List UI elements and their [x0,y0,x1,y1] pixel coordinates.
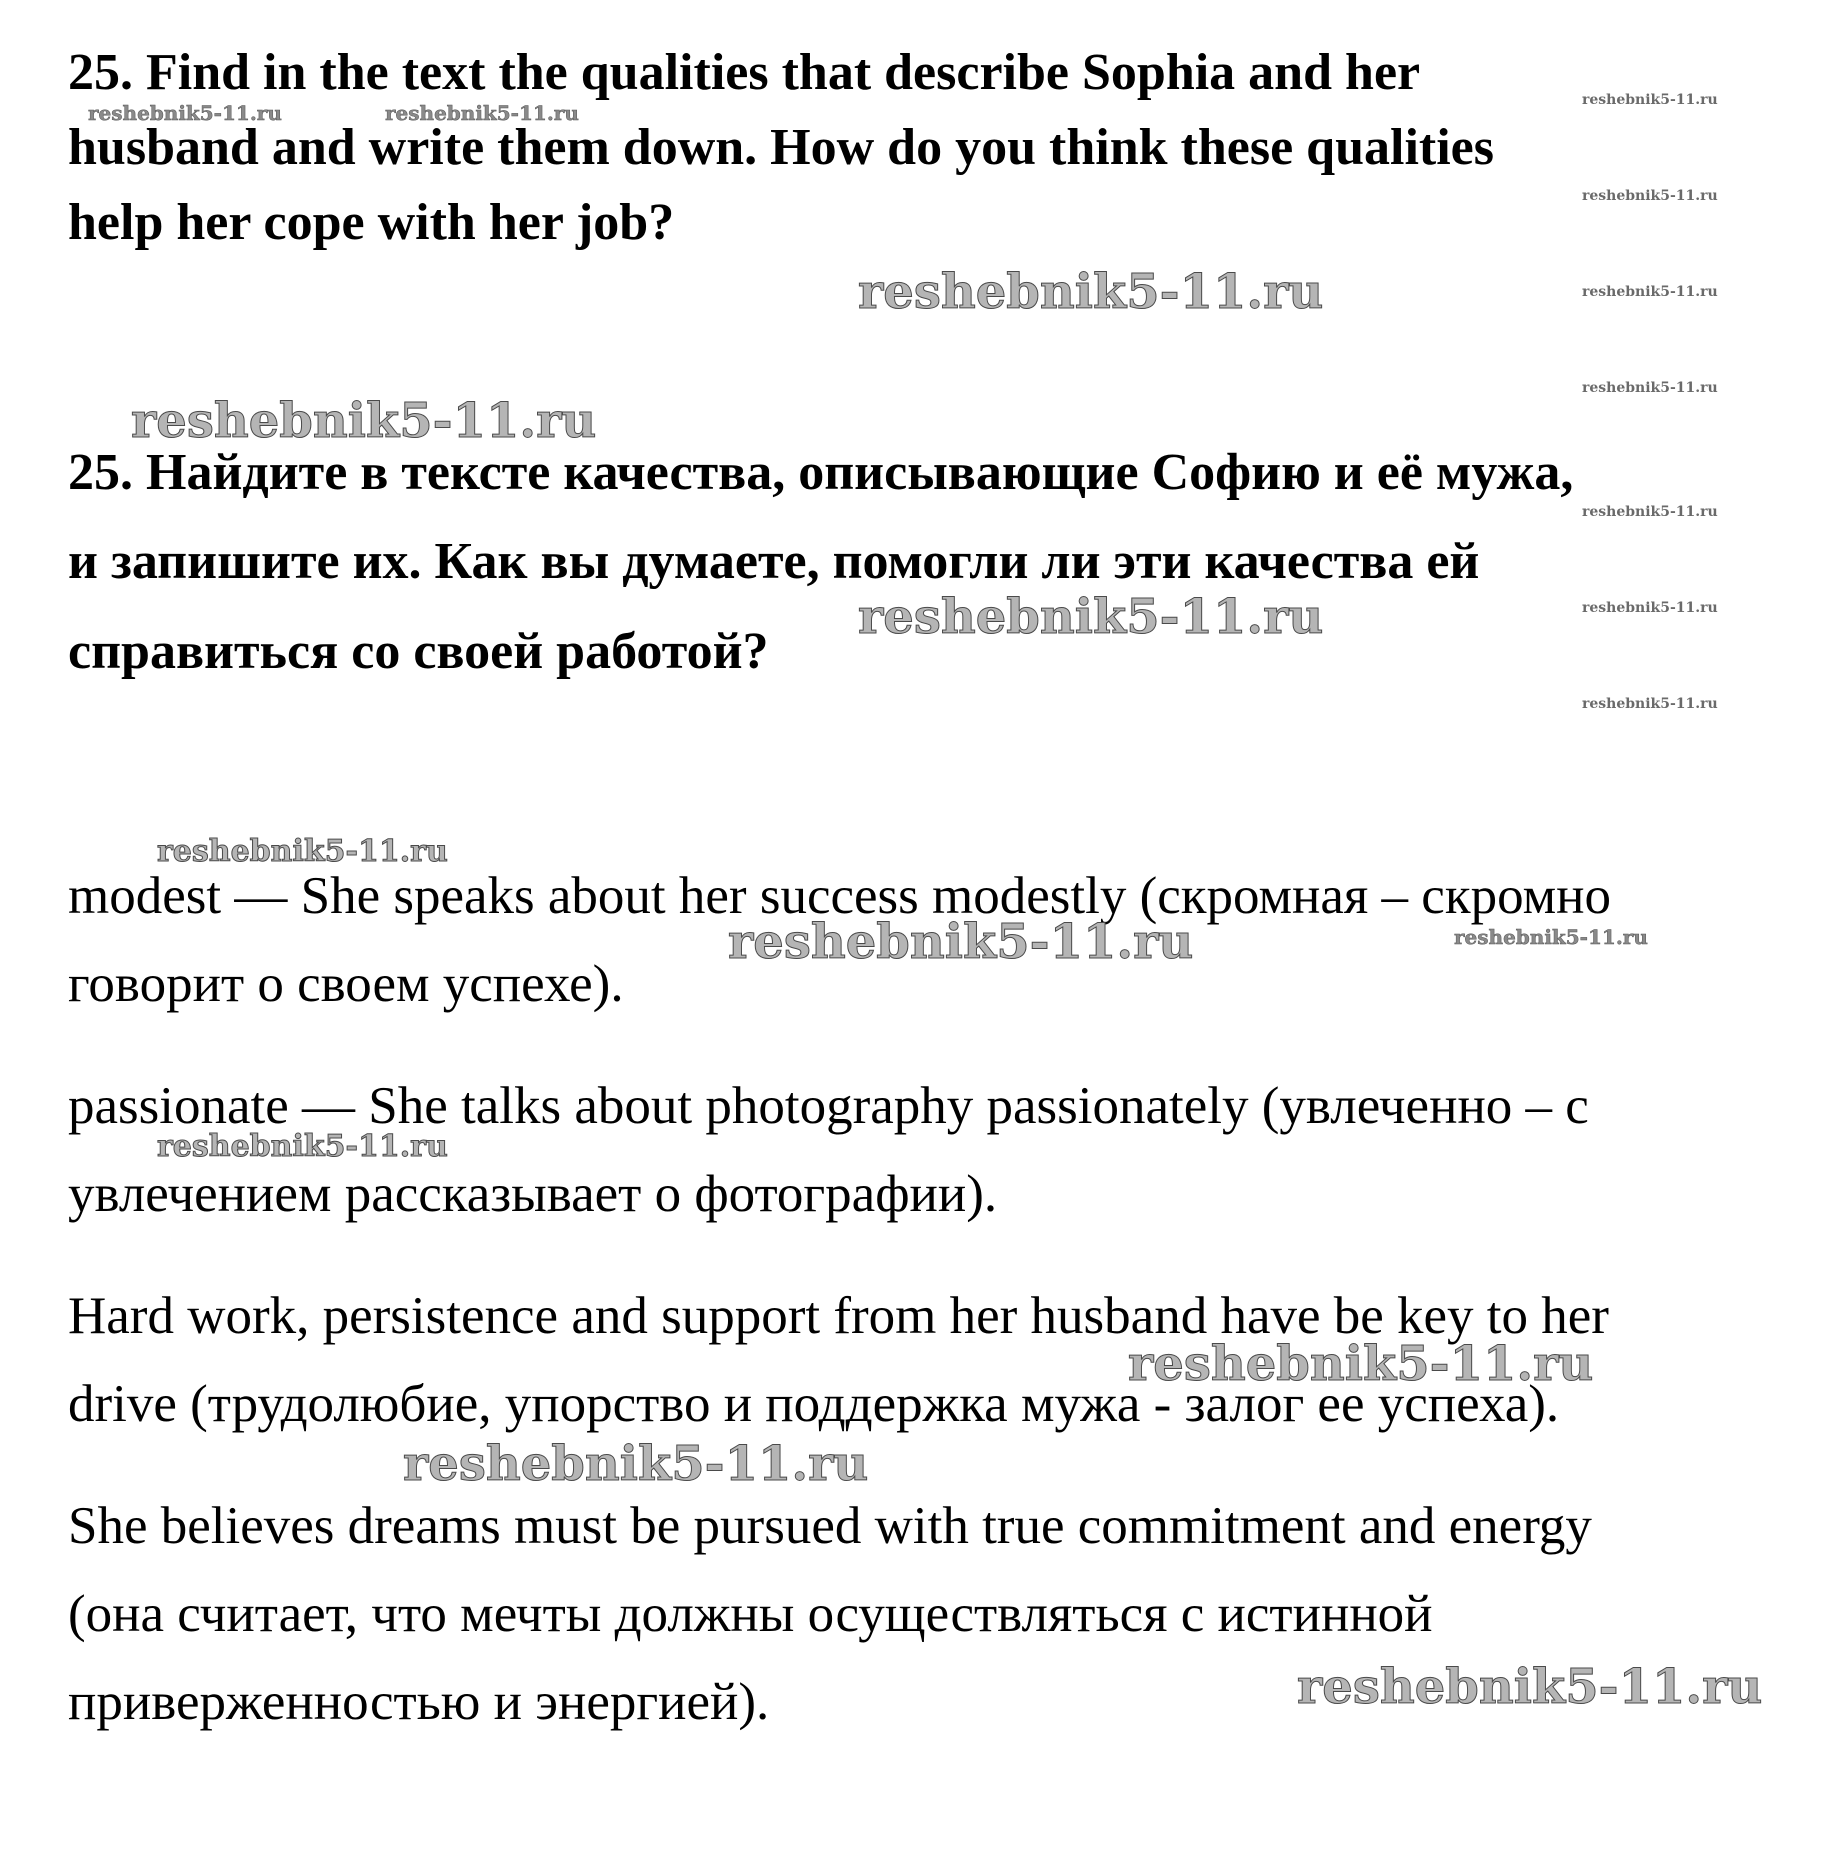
answer-modest-line-2: говорит о своем успехе). [68,955,624,1013]
watermark: reshebnik5-11.ru [403,1436,869,1492]
watermark: reshebnik5-11.ru [157,1129,448,1164]
answer-passionate-line-2: увлечением рассказывает о фотографии). [68,1165,998,1223]
watermark: reshebnik5-11.ru [1454,925,1648,949]
answer-hard-work-line-1: Hard work, persistence and support from her husband have be key to her [68,1287,1609,1345]
watermark: reshebnik5-11.ru [1582,188,1718,204]
watermark: reshebnik5-11.ru [858,264,1324,320]
watermark: reshebnik5-11.ru [1582,380,1718,396]
task-en-line-2: husband and write them down. How do you think these qualities [68,119,1494,176]
watermark: reshebnik5-11.ru [131,393,597,449]
answer-dreams-line-1: She believes dreams must be pursued with true commitment and energy [68,1497,1592,1555]
watermark: reshebnik5-11.ru [385,101,579,125]
watermark: reshebnik5-11.ru [1582,600,1718,616]
watermark: reshebnik5-11.ru [1297,1659,1763,1715]
watermark: reshebnik5-11.ru [157,834,448,869]
answer-passionate-line-1: passionate — She talks about photography passionately (увлеченно – с [68,1077,1589,1135]
answer-hard-work-line-2: drive (трудолюбие, упорство и поддержка мужа - залог ее успеха). [68,1375,1560,1433]
answer-dreams-line-3: приверженностью и энергией). [68,1673,770,1731]
task-ru-line-1: 25. Найдите в тексте качества, описывающие Софию и её мужа, [68,444,1574,501]
task-ru-line-2: и запишите их. Как вы думаете, помогли ли эти качества ей [68,533,1480,590]
task-en-line-3: help her cope with her job? [68,194,675,251]
watermark: reshebnik5-11.ru [1582,696,1718,712]
watermark: reshebnik5-11.ru [1582,284,1718,300]
task-en-line-1: 25. Find in the text the qualities that describe Sophia and her [68,44,1421,101]
answer-dreams-line-2: (она считает, что мечты должны осуществляться с истинной [68,1585,1433,1643]
answer-modest-line-1: modest — She speaks about her success modestly (скромная – скромно [68,867,1611,925]
watermark: reshebnik5-11.ru [1582,504,1718,520]
watermark: reshebnik5-11.ru [1582,92,1718,108]
watermark: reshebnik5-11.ru [728,914,1194,970]
watermark: reshebnik5-11.ru [88,101,282,125]
watermark: reshebnik5-11.ru [858,589,1324,645]
watermark: reshebnik5-11.ru [1128,1336,1594,1392]
task-ru-line-3: справиться со своей работой? [68,623,769,680]
